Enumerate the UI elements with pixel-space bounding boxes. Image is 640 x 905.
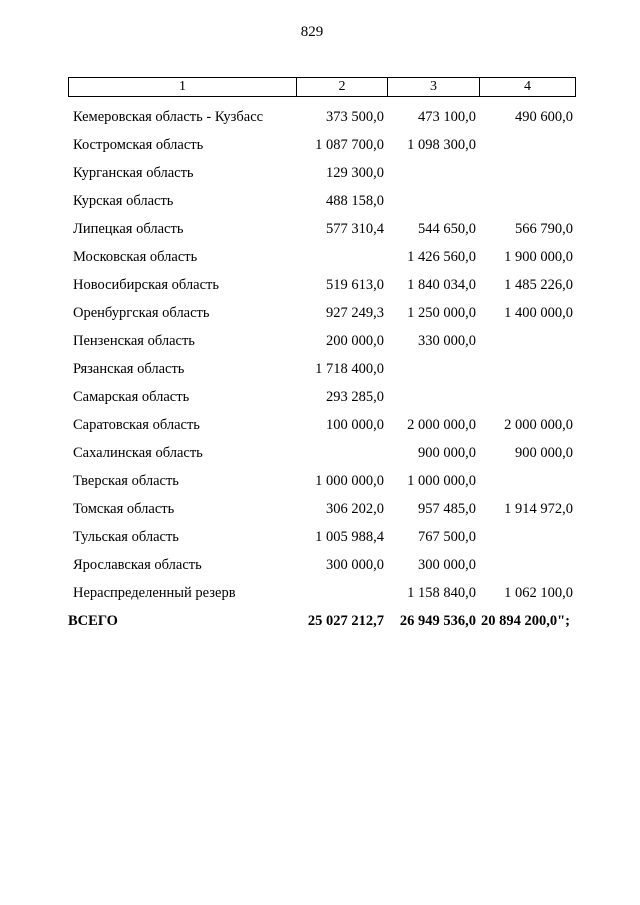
- value-col-3: 473 100,0: [418, 108, 476, 125]
- region-name: Сахалинская область: [73, 444, 203, 461]
- value-col-4: 566 790,0: [515, 220, 573, 237]
- value-col-3: 767 500,0: [418, 528, 476, 545]
- value-col-4: 1 900 000,0: [504, 248, 573, 265]
- column-header-3: 3: [388, 78, 480, 96]
- region-name: Самарская область: [73, 388, 190, 405]
- table-row: [68, 159, 580, 187]
- table-body: [68, 103, 580, 635]
- table-row: [68, 271, 580, 299]
- table-row: [68, 327, 580, 355]
- value-col-3: 900 000,0: [418, 444, 476, 461]
- value-col-3: 1 250 000,0: [407, 304, 476, 321]
- region-name: Курская область: [73, 192, 174, 209]
- region-name: Оренбургская область: [73, 304, 210, 321]
- column-header-1: 1: [69, 78, 297, 96]
- value-col-2: 488 158,0: [326, 192, 384, 209]
- value-col-2: 1 005 988,4: [315, 528, 384, 545]
- table-row: [68, 467, 580, 495]
- value-col-2: 577 310,4: [326, 220, 384, 237]
- value-col-4: 1 914 972,0: [504, 500, 573, 517]
- value-col-2: 1 087 700,0: [315, 136, 384, 153]
- region-name: Курганская область: [73, 164, 194, 181]
- table-row: [68, 439, 580, 467]
- value-col-4: 490 600,0: [515, 108, 573, 125]
- value-col-2: 200 000,0: [326, 332, 384, 349]
- table-row: [68, 187, 580, 215]
- value-col-4: 1 485 226,0: [504, 276, 573, 293]
- value-col-2: 1 718 400,0: [315, 360, 384, 377]
- total-row: [68, 607, 580, 635]
- region-name: Тульская область: [73, 528, 179, 545]
- value-col-4: 1 062 100,0: [504, 584, 573, 601]
- region-name: Кемеровская область - Кузбасс: [73, 108, 264, 125]
- region-name: Нераспределенный резерв: [73, 584, 236, 601]
- table-row: [68, 551, 580, 579]
- region-name: Московская область: [73, 248, 198, 265]
- value-col-3: 544 650,0: [418, 220, 476, 237]
- table-row: [68, 355, 580, 383]
- value-col-2: 927 249,3: [326, 304, 384, 321]
- table-row: [68, 131, 580, 159]
- table-row: [68, 411, 580, 439]
- value-col-4: 900 000,0: [515, 444, 573, 461]
- region-name: Новосибирская область: [73, 276, 219, 293]
- region-name: Липецкая область: [73, 220, 184, 237]
- value-col-3: 1 098 300,0: [407, 136, 476, 153]
- region-name: Пензенская область: [73, 332, 195, 349]
- table-row: [68, 299, 580, 327]
- value-col-3: 1 000 000,0: [407, 472, 476, 489]
- region-name: Тверская область: [73, 472, 179, 489]
- value-col-3: 330 000,0: [418, 332, 476, 349]
- table-row: [68, 383, 580, 411]
- value-col-3: 1 158 840,0: [407, 584, 476, 601]
- total-col-4: 20 894 200,0";: [481, 612, 571, 629]
- value-col-2: 1 000 000,0: [315, 472, 384, 489]
- value-col-3: 1 840 034,0: [407, 276, 476, 293]
- column-header-4: 4: [524, 79, 531, 94]
- value-col-2: 293 285,0: [326, 388, 384, 405]
- table-row: [68, 495, 580, 523]
- column-header-2: 2: [297, 78, 388, 96]
- page-number: 829: [300, 24, 324, 40]
- value-col-2: 519 613,0: [326, 276, 384, 293]
- value-col-2: 300 000,0: [326, 556, 384, 573]
- total-col-3: 26 949 536,0: [399, 612, 476, 629]
- table-row: [68, 243, 580, 271]
- table-row: [68, 579, 580, 607]
- value-col-2: 306 202,0: [326, 500, 384, 517]
- value-col-4: 2 000 000,0: [504, 416, 573, 433]
- table-row: [68, 523, 580, 551]
- total-label: ВСЕГО: [68, 612, 118, 629]
- value-col-2: 100 000,0: [326, 416, 384, 433]
- region-name: Рязанская область: [73, 360, 185, 377]
- table-row: [68, 103, 580, 131]
- region-name: Томская область: [73, 500, 175, 517]
- value-col-3: 300 000,0: [418, 556, 476, 573]
- region-name: Ярославская область: [73, 556, 202, 573]
- value-col-3: 957 485,0: [418, 500, 476, 517]
- value-col-3: 1 426 560,0: [407, 248, 476, 265]
- region-name: Костромская область: [73, 136, 204, 153]
- region-name: Саратовская область: [73, 416, 200, 433]
- value-col-2: 373 500,0: [326, 108, 384, 125]
- value-col-2: 129 300,0: [326, 164, 384, 181]
- total-col-2: 25 027 212,7: [307, 612, 384, 629]
- table-row: [68, 215, 580, 243]
- value-col-4: 1 400 000,0: [504, 304, 573, 321]
- table-header: [68, 77, 576, 97]
- value-col-3: 2 000 000,0: [407, 416, 476, 433]
